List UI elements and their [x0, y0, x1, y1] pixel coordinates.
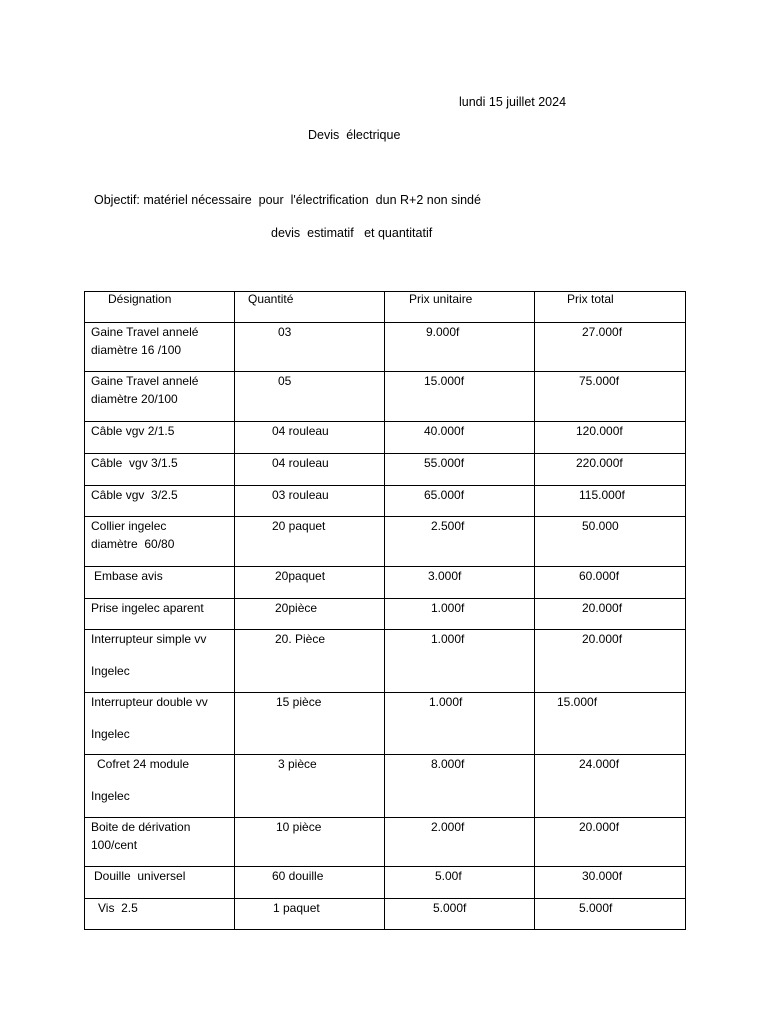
quantity-cell [235, 372, 385, 422]
table-row [85, 486, 686, 517]
total-value: 20.000f [579, 820, 620, 834]
unit-price-cell [385, 517, 535, 567]
quantity-cell [235, 323, 385, 372]
table-row [85, 755, 686, 818]
column-header-total: Prix total [567, 292, 614, 306]
table-row [85, 323, 686, 372]
designation-line: Embase avis [94, 569, 163, 583]
quote-table [84, 291, 686, 930]
unit-price-value: 3.000f [428, 569, 462, 583]
quantity-cell [235, 755, 385, 818]
quantity-value: 60 douille [272, 869, 324, 883]
unit-price-cell [385, 486, 535, 517]
designation-line: Interrupteur double vv [91, 695, 208, 709]
designation-line: 100/cent [91, 838, 138, 852]
header-quantity-cell [235, 292, 385, 323]
quantity-value: 03 [278, 325, 292, 339]
unit-price-value: 8.000f [431, 757, 465, 771]
header-designation-cell [85, 292, 235, 323]
quantity-cell [235, 454, 385, 486]
designation-line: Gaine Travel annelé [91, 325, 199, 339]
total-cell [535, 867, 686, 899]
quantity-cell [235, 567, 385, 599]
designation-cell [85, 755, 235, 818]
unit-price-value: 5.00f [435, 869, 462, 883]
designation-cell [85, 517, 235, 567]
designation-cell [85, 693, 235, 755]
total-value: 75.000f [579, 374, 620, 388]
designation-line: Cofret 24 module [97, 757, 190, 771]
quantity-cell [235, 486, 385, 517]
quantity-cell [235, 899, 385, 930]
total-value: 27.000f [582, 325, 623, 339]
total-value: 115.000f [579, 488, 625, 502]
total-value: 50.000 [582, 519, 619, 533]
unit-price-value: 9.000f [426, 325, 460, 339]
unit-price-value: 1.000f [429, 695, 463, 709]
designation-line: Gaine Travel annelé [91, 374, 199, 388]
designation-cell [85, 630, 235, 693]
unit-price-cell [385, 567, 535, 599]
total-value: 30.000f [582, 869, 623, 883]
designation-line: Ingelec [91, 727, 130, 741]
quantity-value: 10 pièce [276, 820, 322, 834]
table-row [85, 599, 686, 630]
total-cell [535, 755, 686, 818]
table-row [85, 454, 686, 486]
column-header-quantity: Quantité [248, 292, 294, 306]
column-header-designation: Désignation [108, 292, 172, 306]
table-row [85, 693, 686, 755]
header-unit-price-cell [385, 292, 535, 323]
unit-price-cell [385, 630, 535, 693]
designation-line: Ingelec [91, 664, 130, 678]
unit-price-cell [385, 693, 535, 755]
table-row [85, 372, 686, 422]
total-cell [535, 323, 686, 372]
document-subtitle: devis estimatif et quantitatif [271, 226, 433, 240]
unit-price-value: 55.000f [424, 456, 465, 470]
quantity-cell [235, 867, 385, 899]
total-cell [535, 517, 686, 567]
total-cell [535, 372, 686, 422]
total-value: 220.000f [576, 456, 623, 470]
total-cell [535, 599, 686, 630]
unit-price-value: 5.000f [433, 901, 467, 915]
quantity-value: 15 pièce [276, 695, 322, 709]
document-title: Devis électrique [308, 128, 401, 142]
header-total-cell [535, 292, 686, 323]
table-row [85, 630, 686, 693]
designation-line: diamètre 20/100 [91, 392, 178, 406]
total-value: 20.000f [582, 601, 623, 615]
table-row [85, 899, 686, 930]
quantity-cell [235, 422, 385, 454]
designation-line: Interrupteur simple vv [91, 632, 207, 646]
designation-line: Vis 2.5 [98, 901, 138, 915]
table-row [85, 422, 686, 454]
table-row [85, 567, 686, 599]
quantity-value: 03 rouleau [272, 488, 329, 502]
total-value: 15.000f [557, 695, 598, 709]
unit-price-cell [385, 422, 535, 454]
unit-price-value: 1.000f [431, 601, 465, 615]
total-value: 120.000f [576, 424, 623, 438]
total-cell [535, 899, 686, 930]
quantity-value: 05 [278, 374, 292, 388]
designation-line: Câble vgv 3/1.5 [91, 456, 178, 470]
total-cell [535, 693, 686, 755]
designation-line: diamètre 60/80 [91, 537, 175, 551]
quantity-value: 04 rouleau [272, 424, 329, 438]
quantity-cell [235, 693, 385, 755]
total-cell [535, 630, 686, 693]
quantity-value: 1 paquet [273, 901, 320, 915]
designation-line: Prise ingelec aparent [91, 601, 204, 615]
total-value: 60.000f [579, 569, 620, 583]
unit-price-value: 2.500f [431, 519, 465, 533]
total-cell [535, 818, 686, 867]
total-cell [535, 454, 686, 486]
designation-cell [85, 323, 235, 372]
total-value: 20.000f [582, 632, 623, 646]
quantity-value: 20pièce [275, 601, 318, 615]
quantity-cell [235, 517, 385, 567]
designation-cell [85, 867, 235, 899]
quantity-cell [235, 599, 385, 630]
unit-price-cell [385, 454, 535, 486]
unit-price-cell [385, 818, 535, 867]
unit-price-cell [385, 755, 535, 818]
designation-cell [85, 372, 235, 422]
quantity-value: 20paquet [275, 569, 326, 583]
column-header-unit-price: Prix unitaire [409, 292, 473, 306]
designation-line: Ingelec [91, 789, 130, 803]
designation-line: Câble vgv 2/1.5 [91, 424, 175, 438]
designation-line: Câble vgv 3/2.5 [91, 488, 178, 502]
total-value: 24.000f [579, 757, 620, 771]
table-row [85, 818, 686, 867]
unit-price-value: 15.000f [424, 374, 465, 388]
quantity-value: 3 pièce [278, 757, 317, 771]
unit-price-value: 1.000f [431, 632, 465, 646]
total-cell [535, 422, 686, 454]
designation-line: Boite de dérivation [91, 820, 191, 834]
designation-cell [85, 486, 235, 517]
designation-cell [85, 454, 235, 486]
quantity-cell [235, 630, 385, 693]
unit-price-cell [385, 372, 535, 422]
unit-price-cell [385, 323, 535, 372]
unit-price-cell [385, 867, 535, 899]
objective-line: Objectif: matériel nécessaire pour l'électrification dun R+2 non sindé [94, 193, 481, 207]
total-cell [535, 567, 686, 599]
total-cell [535, 486, 686, 517]
table-row [85, 517, 686, 567]
quantity-cell [235, 818, 385, 867]
designation-line: Collier ingelec [91, 519, 167, 533]
table-row [85, 867, 686, 899]
table-header-row [85, 292, 686, 323]
designation-cell [85, 899, 235, 930]
designation-line: Douille universel [94, 869, 186, 883]
designation-cell [85, 599, 235, 630]
quantity-value: 04 rouleau [272, 456, 329, 470]
document-date: lundi 15 juillet 2024 [459, 95, 567, 109]
unit-price-value: 2.000f [431, 820, 465, 834]
quantity-value: 20 paquet [272, 519, 326, 533]
unit-price-value: 65.000f [424, 488, 465, 502]
total-value: 5.000f [579, 901, 613, 915]
unit-price-cell [385, 599, 535, 630]
designation-line: diamètre 16 /100 [91, 343, 182, 357]
designation-cell [85, 818, 235, 867]
quantity-value: 20. Pièce [275, 632, 326, 646]
unit-price-cell [385, 899, 535, 930]
designation-cell [85, 567, 235, 599]
unit-price-value: 40.000f [424, 424, 465, 438]
designation-cell [85, 422, 235, 454]
